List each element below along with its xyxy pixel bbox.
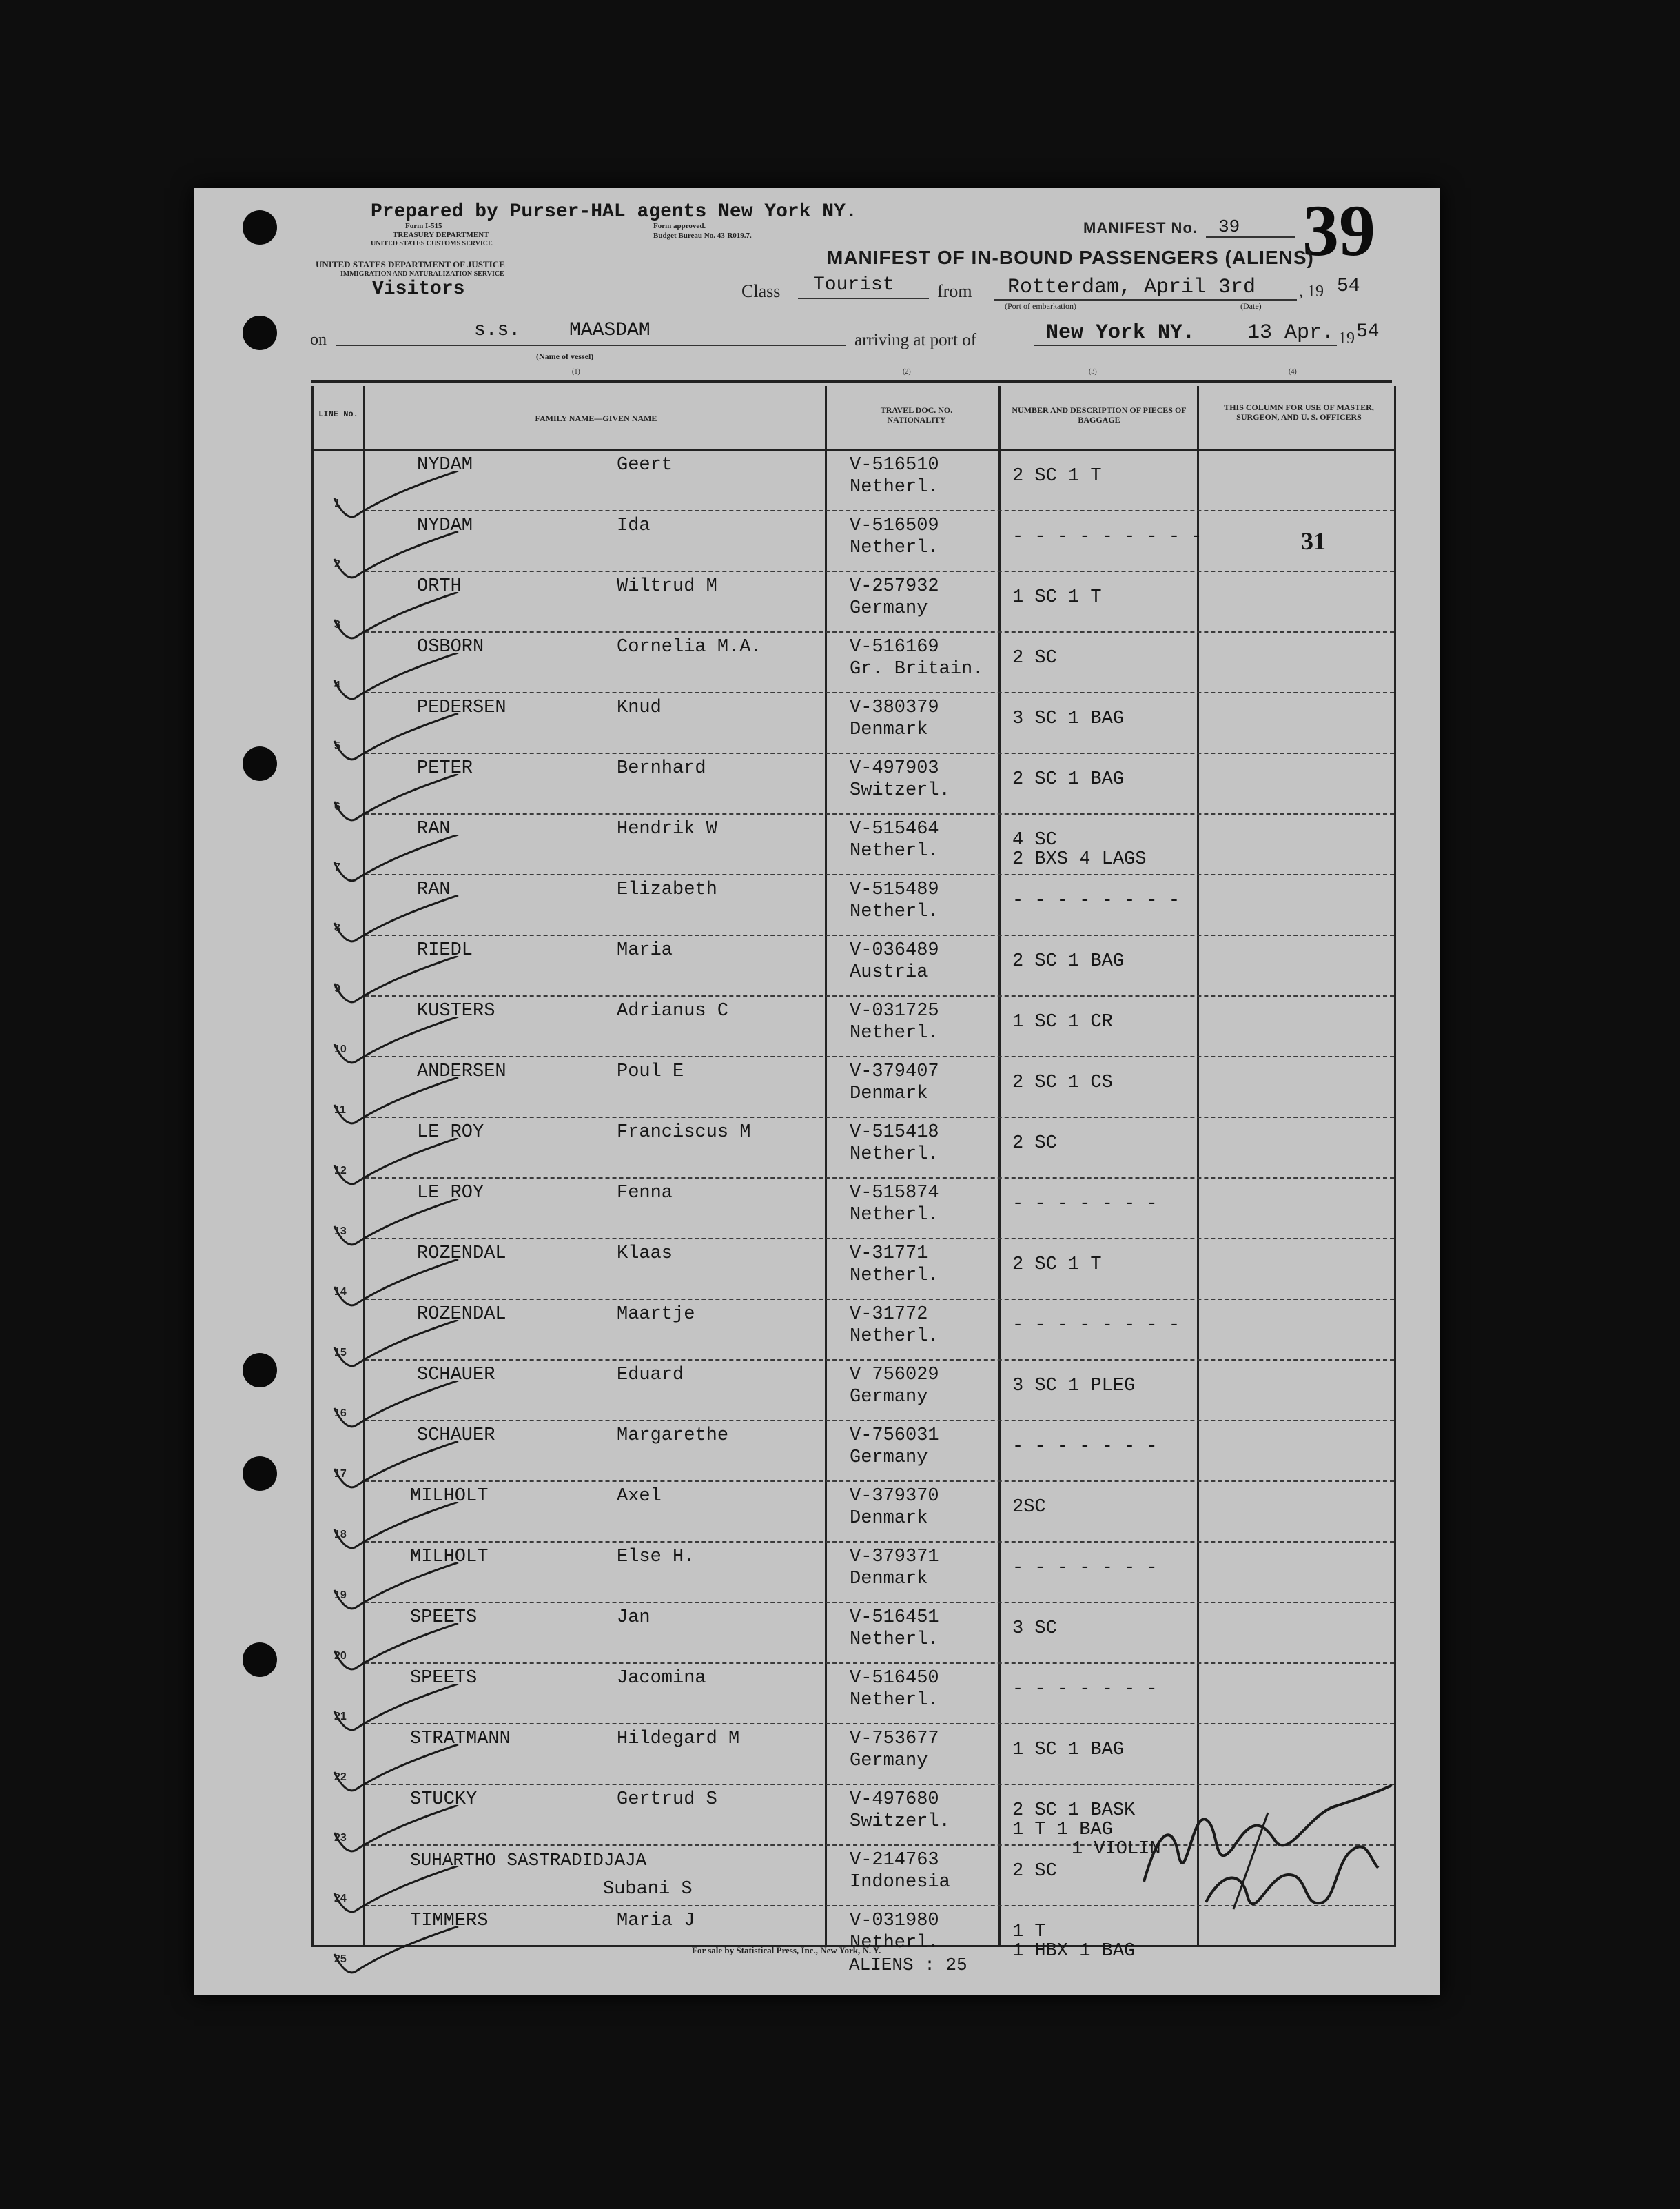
table-row bbox=[314, 1177, 1394, 1238]
year-2: 54 bbox=[1356, 321, 1380, 343]
nationality: Indonesia bbox=[850, 1872, 950, 1893]
family-name: LE ROY bbox=[417, 1122, 484, 1143]
on-label: on bbox=[310, 331, 327, 349]
line-number: 12 bbox=[334, 1165, 347, 1177]
family-name: LE ROY bbox=[417, 1183, 484, 1203]
travel-doc-no: V-379407 bbox=[850, 1061, 939, 1082]
col-header-name: FAMILY NAME—GIVEN NAME bbox=[535, 414, 657, 423]
given-name: Adrianus C bbox=[617, 1001, 729, 1021]
nationality: Austria bbox=[850, 962, 928, 983]
given-name: Jan bbox=[617, 1607, 651, 1628]
given-name: Gertrud S bbox=[617, 1789, 717, 1810]
line-number: 14 bbox=[334, 1286, 347, 1298]
given-name: Poul E bbox=[617, 1061, 684, 1082]
table-row bbox=[314, 631, 1394, 692]
family-name: SPEETS bbox=[410, 1668, 478, 1689]
baggage-line-2: 1 HBX 1 BAG bbox=[1012, 1941, 1136, 1962]
family-name: RAN bbox=[417, 879, 451, 900]
given-name: Hildegard M bbox=[617, 1729, 740, 1749]
line-number: 7 bbox=[334, 862, 340, 873]
port-embarkation-caption: (Port of embarkation) bbox=[1005, 301, 1076, 311]
baggage-line-1: 2 SC bbox=[1012, 648, 1057, 669]
line-number: 9 bbox=[334, 983, 340, 995]
aliens-total: ALIENS : 25 bbox=[849, 1955, 967, 1975]
travel-doc-no: V-753677 bbox=[850, 1729, 939, 1749]
line-number: 24 bbox=[334, 1893, 347, 1904]
nationality: Germany bbox=[850, 1387, 928, 1407]
family-name: ROZENDAL bbox=[417, 1243, 506, 1264]
given-name: Wiltrud M bbox=[617, 576, 717, 597]
given-name: Jacomina bbox=[617, 1668, 706, 1689]
footer-press: For sale by Statistical Press, Inc., New York, N. Y. bbox=[692, 1945, 881, 1955]
travel-doc-no: V-515418 bbox=[850, 1122, 939, 1143]
table-row bbox=[314, 1299, 1394, 1359]
travel-doc-no: V-756031 bbox=[850, 1425, 939, 1446]
line-number: 13 bbox=[334, 1225, 347, 1237]
table-row bbox=[314, 1420, 1394, 1480]
line-number: 1 bbox=[334, 498, 340, 509]
col-header-officers: THIS COLUMN FOR USE OF MASTER, SURGEON, AND U. S. OFFICERS bbox=[1224, 403, 1374, 422]
table-row bbox=[314, 1662, 1394, 1723]
line-number: 6 bbox=[334, 801, 340, 813]
baggage-line-1: 1 SC 1 BAG bbox=[1012, 1740, 1125, 1760]
table-row bbox=[314, 692, 1394, 753]
line-number: 18 bbox=[334, 1529, 347, 1540]
given-name: Maria J bbox=[617, 1911, 695, 1931]
budget-bureau: Budget Bureau No. 43-R019.7. bbox=[653, 232, 752, 240]
table-row bbox=[314, 813, 1394, 874]
given-name: Margarethe bbox=[617, 1425, 729, 1446]
line-number: 11 bbox=[334, 1104, 346, 1116]
inspector-signature bbox=[1130, 1771, 1420, 1937]
line-number: 2 bbox=[334, 558, 340, 570]
nationality: Netherl. bbox=[850, 477, 939, 498]
family-name: ANDERSEN bbox=[417, 1061, 506, 1082]
visitors-label: Visitors bbox=[372, 278, 465, 300]
given-name: Franciscus M bbox=[617, 1122, 751, 1143]
line-number: 21 bbox=[334, 1711, 347, 1722]
given-name: Cornelia M.A. bbox=[617, 637, 762, 658]
line-number: 10 bbox=[334, 1044, 347, 1055]
family-name: MILHOLT bbox=[410, 1486, 489, 1507]
baggage-line-1: 2 SC 1 BAG bbox=[1012, 769, 1125, 790]
year-prefix-1: , 19 bbox=[1299, 283, 1324, 301]
family-name: PETER bbox=[417, 758, 473, 779]
manifest-no-label: MANIFEST No. bbox=[1083, 219, 1198, 236]
family-name: RIEDL bbox=[417, 940, 473, 961]
travel-doc-no: V-379370 bbox=[850, 1486, 939, 1507]
table-row bbox=[314, 874, 1394, 935]
nationality: Denmark bbox=[850, 1508, 928, 1529]
line-number: 25 bbox=[334, 1953, 347, 1965]
family-name: OSBORN bbox=[417, 637, 484, 658]
line-number: 23 bbox=[334, 1832, 347, 1844]
table-row bbox=[314, 1359, 1394, 1420]
travel-doc-no: V-515464 bbox=[850, 819, 939, 839]
family-name: RAN bbox=[417, 819, 451, 839]
given-name: Maartje bbox=[617, 1304, 695, 1325]
check-mark bbox=[327, 1926, 465, 1988]
nationality: Netherl. bbox=[850, 1144, 939, 1165]
baggage-line-1: - - - - - - - - bbox=[1012, 890, 1180, 911]
manifest-title: MANIFEST OF IN-BOUND PASSENGERS (ALIENS) bbox=[827, 247, 1314, 268]
manifest-stamp: 39 bbox=[1302, 190, 1375, 271]
travel-doc-no: V-497680 bbox=[850, 1789, 939, 1810]
given-name: Axel bbox=[617, 1486, 662, 1507]
given-name: Bernhard bbox=[617, 758, 706, 779]
table-row bbox=[314, 1480, 1394, 1541]
table-row bbox=[314, 1541, 1394, 1602]
nationality: Netherl. bbox=[850, 1265, 939, 1286]
baggage-line-1: 1 SC 1 T bbox=[1012, 587, 1102, 608]
prepared-by: Prepared by Purser-HAL agents New York NY. bbox=[371, 201, 857, 223]
nationality: Netherl. bbox=[850, 1933, 939, 1953]
baggage-line-1: 2 SC bbox=[1012, 1861, 1057, 1882]
travel-doc-no: V-515489 bbox=[850, 879, 939, 900]
line-number: 4 bbox=[334, 680, 340, 691]
col-num-2: (2) bbox=[903, 368, 911, 376]
table-row bbox=[314, 449, 1394, 510]
line-number: 3 bbox=[334, 619, 340, 631]
family-name: STRATMANN bbox=[410, 1729, 511, 1749]
travel-doc-no: V-031725 bbox=[850, 1001, 939, 1021]
travel-doc-no: V-515874 bbox=[850, 1183, 939, 1203]
given-name: Ida bbox=[617, 516, 651, 536]
travel-doc-no: V-31772 bbox=[850, 1304, 928, 1325]
nationality: Netherl. bbox=[850, 902, 939, 922]
baggage-line-1: 2 SC 1 T bbox=[1012, 1254, 1102, 1275]
form-number: Form I-515 bbox=[405, 222, 442, 230]
baggage-line-1: 2 SC bbox=[1012, 1133, 1057, 1154]
line-number: 19 bbox=[334, 1589, 347, 1601]
col-header-line-no: LINE No. bbox=[318, 409, 358, 419]
given-name: Knud bbox=[617, 698, 662, 718]
vessel-caption: (Name of vessel) bbox=[536, 352, 594, 361]
travel-doc-no: V-31771 bbox=[850, 1243, 928, 1264]
line-number: 20 bbox=[334, 1650, 347, 1662]
immigration-service: IMMIGRATION AND NATURALIZATION SERVICE bbox=[340, 270, 504, 278]
arrival-date: 13 Apr. bbox=[1247, 321, 1335, 345]
travel-doc-no: V-379371 bbox=[850, 1547, 939, 1567]
travel-doc-no: V-516510 bbox=[850, 455, 939, 476]
family-name: SCHAUER bbox=[417, 1365, 495, 1385]
baggage-line-1: - - - - - - - bbox=[1012, 1558, 1158, 1578]
nationality: Netherl. bbox=[850, 1690, 939, 1711]
travel-doc-no: V-497903 bbox=[850, 758, 939, 779]
punch-hole bbox=[243, 210, 277, 245]
travel-doc-no: V-516451 bbox=[850, 1607, 939, 1628]
family-name: PEDERSEN bbox=[417, 698, 506, 718]
family-name: KUSTERS bbox=[417, 1001, 495, 1021]
baggage-line-1: - - - - - - - bbox=[1012, 1194, 1158, 1214]
table-row bbox=[314, 995, 1394, 1056]
justice-dept: UNITED STATES DEPARTMENT OF JUSTICE bbox=[316, 259, 505, 269]
table-row bbox=[314, 510, 1394, 571]
baggage-line-1: - - - - - - - - - bbox=[1012, 527, 1202, 547]
table-row bbox=[314, 1117, 1394, 1177]
line-number: 16 bbox=[334, 1407, 347, 1419]
baggage-line-1: - - - - - - - - bbox=[1012, 1315, 1180, 1336]
line-number: 5 bbox=[334, 740, 340, 752]
arriving-label: arriving at port of bbox=[854, 331, 977, 349]
family-name: MILHOLT bbox=[410, 1547, 489, 1567]
baggage-extra: 1 VIOLIN bbox=[1072, 1839, 1161, 1860]
given-name: Klaas bbox=[617, 1243, 673, 1264]
nationality: Gr. Britain. bbox=[850, 659, 984, 680]
baggage-line-1: 2 SC 1 BASK bbox=[1012, 1800, 1136, 1821]
officer-count: 31 bbox=[1301, 527, 1326, 555]
family-name: NYDAM bbox=[417, 516, 473, 536]
nationality: Denmark bbox=[850, 1569, 928, 1589]
given-name: Maria bbox=[617, 940, 673, 961]
col-header-travel-doc: TRAVEL DOC. NO. NATIONALITY bbox=[880, 405, 953, 425]
punch-hole bbox=[243, 746, 277, 781]
travel-doc-no: V-031980 bbox=[850, 1911, 939, 1931]
family-name: NYDAM bbox=[417, 455, 473, 476]
punch-hole bbox=[243, 1642, 277, 1677]
col-header-baggage: NUMBER AND DESCRIPTION OF PIECES OF BAGGAGE bbox=[1012, 405, 1187, 425]
class-label: Class bbox=[741, 281, 781, 301]
given-name: Subani S bbox=[603, 1879, 693, 1900]
nationality: Switzerl. bbox=[850, 1811, 950, 1832]
arriving-port: New York NY. bbox=[1046, 321, 1196, 345]
given-name: Elizabeth bbox=[617, 879, 717, 900]
line-number: 15 bbox=[334, 1347, 347, 1358]
class-value: Tourist bbox=[813, 274, 894, 296]
travel-doc-no: V-380379 bbox=[850, 698, 939, 718]
baggage-line-1: 3 SC 1 BAG bbox=[1012, 709, 1125, 729]
table-row bbox=[314, 1056, 1394, 1117]
baggage-line-1: 4 SC bbox=[1012, 830, 1057, 851]
travel-doc-no: V-516509 bbox=[850, 516, 939, 536]
baggage-line-1: 3 SC 1 PLEG bbox=[1012, 1376, 1136, 1396]
manifest-no-value: 39 bbox=[1218, 216, 1240, 237]
given-name: Hendrik W bbox=[617, 819, 717, 839]
from-label: from bbox=[937, 281, 972, 301]
col-num-4: (4) bbox=[1289, 368, 1297, 376]
given-name: Fenna bbox=[617, 1183, 673, 1203]
baggage-line-2: 1 T 1 BAG bbox=[1012, 1820, 1113, 1840]
nationality: Netherl. bbox=[850, 1629, 939, 1650]
form-approved: Form approved. bbox=[653, 222, 706, 230]
year-1: 54 bbox=[1337, 276, 1360, 297]
nationality: Germany bbox=[850, 1751, 928, 1771]
given-name: Geert bbox=[617, 455, 673, 476]
travel-doc-no: V-036489 bbox=[850, 940, 939, 961]
table-row bbox=[314, 1602, 1394, 1662]
baggage-line-1: 3 SC bbox=[1012, 1618, 1057, 1639]
date-caption: (Date) bbox=[1240, 301, 1262, 311]
travel-doc-no: V-516450 bbox=[850, 1668, 939, 1689]
nationality: Denmark bbox=[850, 720, 928, 740]
table-row bbox=[314, 571, 1394, 631]
given-name: Else H. bbox=[617, 1547, 695, 1567]
punch-hole bbox=[243, 1353, 277, 1387]
line-number: 22 bbox=[334, 1771, 347, 1783]
family-name: STUCKY bbox=[410, 1789, 478, 1810]
vessel-prefix: s.s. bbox=[474, 320, 521, 341]
punch-hole bbox=[243, 1456, 277, 1491]
family-name: SCHAUER bbox=[417, 1425, 495, 1446]
nationality: Netherl. bbox=[850, 1326, 939, 1347]
table-row bbox=[314, 1238, 1394, 1299]
nationality: Netherl. bbox=[850, 1023, 939, 1044]
nationality: Denmark bbox=[850, 1083, 928, 1104]
line-number: 8 bbox=[334, 922, 340, 934]
given-name: Eduard bbox=[617, 1365, 684, 1385]
baggage-line-1: 1 SC 1 CR bbox=[1012, 1012, 1113, 1032]
year-prefix-2: 19 bbox=[1338, 329, 1355, 347]
nationality: Netherl. bbox=[850, 538, 939, 558]
family-name: TIMMERS bbox=[410, 1911, 489, 1931]
baggage-line-1: 2 SC 1 T bbox=[1012, 466, 1102, 487]
baggage-line-1: 2 SC 1 CS bbox=[1012, 1072, 1113, 1093]
travel-doc-no: V-214763 bbox=[850, 1850, 939, 1871]
nationality: Netherl. bbox=[850, 841, 939, 862]
travel-doc-no: V 756029 bbox=[850, 1365, 939, 1385]
table-row bbox=[314, 935, 1394, 995]
nationality: Switzerl. bbox=[850, 780, 950, 801]
table-row bbox=[314, 753, 1394, 813]
vessel-name: MAASDAM bbox=[569, 320, 651, 341]
baggage-line-1: - - - - - - - bbox=[1012, 1679, 1158, 1700]
col-num-3: (3) bbox=[1089, 368, 1097, 376]
baggage-line-1: 2 SC 1 BAG bbox=[1012, 951, 1125, 972]
baggage-line-1: 2SC bbox=[1012, 1497, 1046, 1518]
family-name: SUHARTHO SASTRADIDJAJA bbox=[410, 1850, 647, 1871]
punch-hole bbox=[243, 316, 277, 350]
family-name: ORTH bbox=[417, 576, 462, 597]
nationality: Germany bbox=[850, 598, 928, 619]
nationality: Germany bbox=[850, 1447, 928, 1468]
travel-doc-no: V-516169 bbox=[850, 637, 939, 658]
family-name: SPEETS bbox=[410, 1607, 478, 1628]
customs-service: UNITED STATES CUSTOMS SERVICE bbox=[371, 240, 493, 247]
col-num-1: (1) bbox=[572, 368, 580, 376]
baggage-line-1: - - - - - - - bbox=[1012, 1436, 1158, 1457]
baggage-line-1: 1 T bbox=[1012, 1922, 1046, 1942]
baggage-line-2: 2 BXS 4 LAGS bbox=[1012, 849, 1147, 870]
nationality: Netherl. bbox=[850, 1205, 939, 1225]
family-name: ROZENDAL bbox=[417, 1304, 506, 1325]
treasury-dept: TREASURY DEPARTMENT bbox=[393, 231, 489, 239]
from-value: Rotterdam, April 3rd bbox=[1007, 276, 1256, 299]
travel-doc-no: V-257932 bbox=[850, 576, 939, 597]
line-number: 17 bbox=[334, 1468, 347, 1480]
